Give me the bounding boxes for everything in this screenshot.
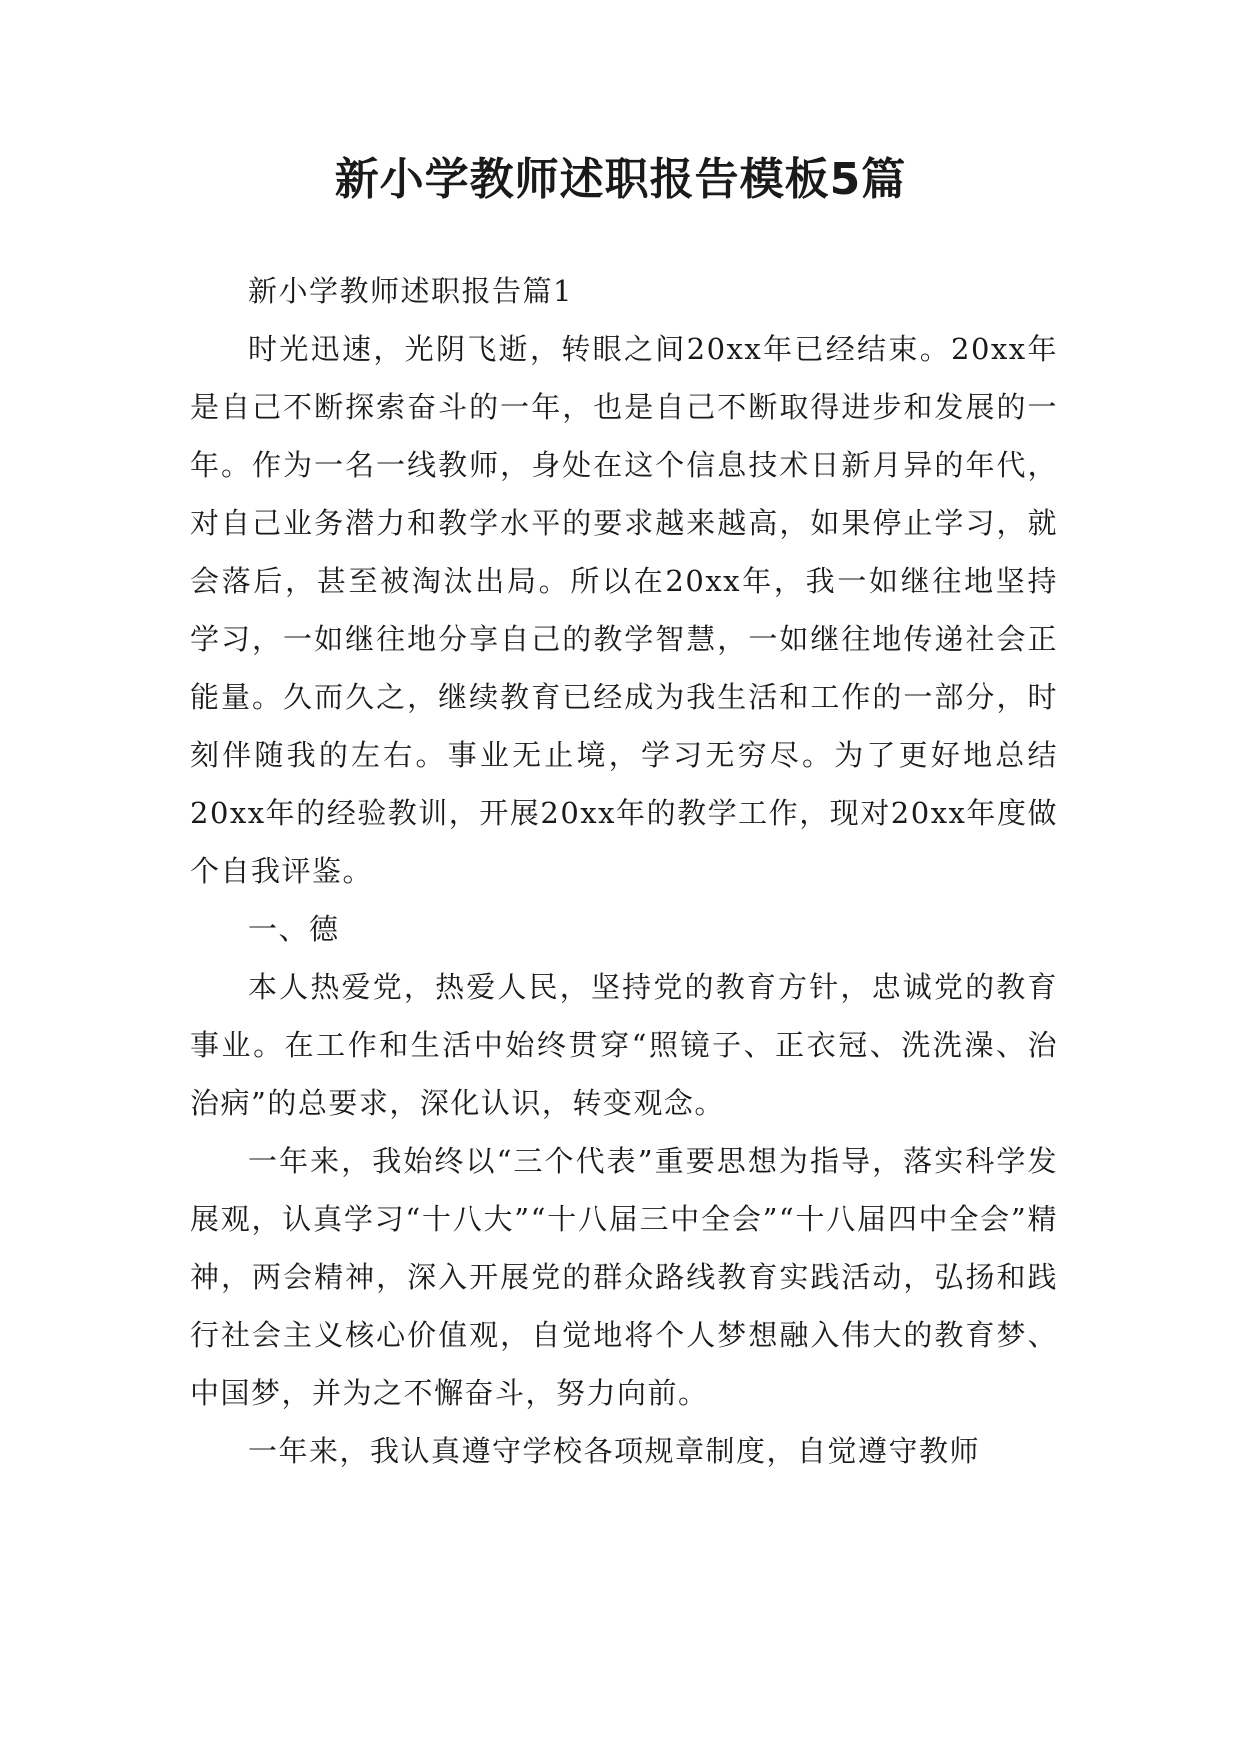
paragraph: 时光迅速，光阴飞逝，转眼之间20xx年已经结束。20xx年是自己不断探索奋斗的一年，也是自己不断取得进步和发展的一年。作为一名一线教师，身处在这个信息技术日新月异的年代，对自己业务潜力和教学水平的要求越来越高，如果停止学习，就会落后，甚至被淘汰出局。所以在20xx年，我一如继往地坚持学习，一如继往地分享自己的教学智慧，一如继往地传递社会正能量。久而久之，继续教育已经成为我生活和工作的一部分，时刻伴随我的左右。事业无止境，学习无穷尽。为了更好地总结20xx年的经验教训，开展20xx年的教学工作，现对20xx年度做个自我评鉴。 xyxy=(190,332,1058,888)
paragraph: 本人热爱党，热爱人民，坚持党的教育方针，忠诚党的教育事业。在工作和生活中始终贯穿“照镜子、正衣冠、洗洗澡、治治病”的总要求，深化认识，转变观念。 xyxy=(190,970,1058,1120)
document-title: 新小学教师述职报告模板5篇 xyxy=(334,154,907,205)
section-heading: 新小学教师述职报告篇1 xyxy=(248,274,573,308)
document-body xyxy=(190,262,1058,1480)
paragraph: 一年来，我认真遵守学校各项规章制度，自觉遵守教师 xyxy=(248,1434,981,1468)
paragraph: 一年来，我始终以“三个代表”重要思想为指导，落实科学发展观，认真学习“十八大”“十八届三中全会”“十八届四中全会”精神，两会精神，深入开展党的群众路线教育实践活动，弘扬和践行社会主义核心价值观，自觉地将个人梦想融入伟大的教育梦、中国梦，并为之不懈奋斗，努力向前。 xyxy=(190,1144,1058,1410)
section-heading: 一、德 xyxy=(248,912,340,946)
